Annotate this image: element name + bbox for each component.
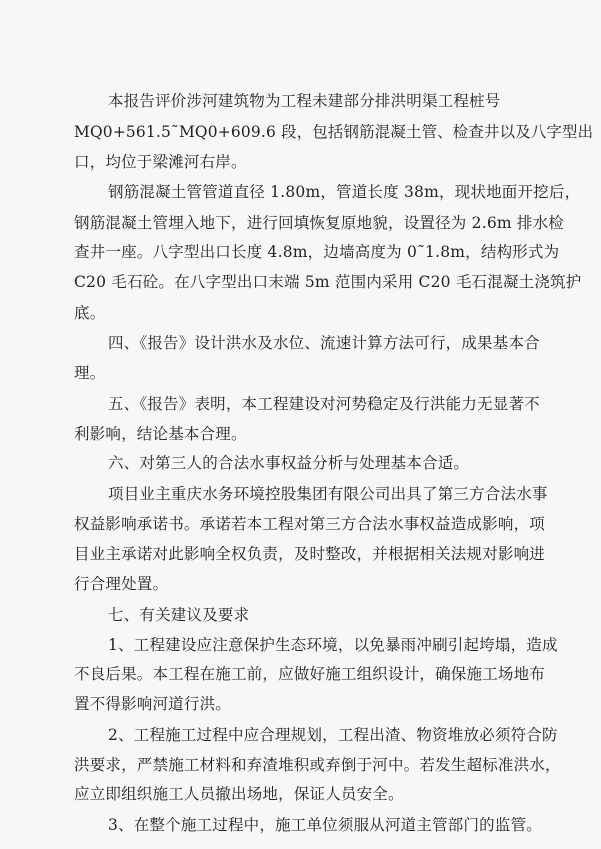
section-heading: 七、有关建议及要求 bbox=[108, 605, 250, 624]
text-line: 目业主承诺对此影响全权负责，及时整改，并根据相关法规对影响进 bbox=[74, 545, 546, 564]
text-line: 1、工程建设应注意保护生态环境，以免暴雨冲刷引起垮塌，造成 bbox=[108, 635, 558, 654]
text-line: 钢筋混凝土管管道直径 1.80m，管道长度 38m，现状地面开挖后， bbox=[108, 183, 581, 202]
text-line: 项目业主重庆水务环境控股集团有限公司出具了第三方合法水事 bbox=[108, 485, 548, 504]
text-line: 置不得影响河道行洪。 bbox=[74, 695, 232, 714]
text-line: 查井一座。八字型出口长度 4.8m，边墙高度为 0˜1.8m，结构形式为 bbox=[74, 243, 560, 262]
text-line: 不良后果。本工程在施工前，应做好施工组织设计，确保施工场地布 bbox=[74, 665, 546, 684]
text-line: 六、对第三人的合法水事权益分析与处理基本合适。 bbox=[108, 454, 470, 473]
text-line: 钢筋混凝土管埋入地下，进行回填恢复原地貌，设置径为 2.6m 排水检 bbox=[74, 213, 565, 232]
text-line: 权益影响承诺书。承诺若本工程对第三方合法水事权益造成影响，项 bbox=[74, 514, 546, 533]
text-line: 应立即组织施工人员撤出场地，保证人员安全。 bbox=[74, 785, 404, 804]
text-line: 行合理处置。 bbox=[74, 575, 169, 594]
text-line: MQ0+561.5˜MQ0+609.6 段，包括钢筋混凝土管、检查井以及八字型出 bbox=[74, 122, 594, 141]
text-line: 利影响，结论基本合理。 bbox=[74, 424, 247, 443]
text-line: 2、工程施工过程中应合理规划，工程出渣、物资堆放必须符合防 bbox=[108, 725, 558, 744]
text-line: 洪要求，严禁施工材料和弃渣堆积或弃倒于河中。若发生超标准洪水， bbox=[74, 755, 561, 774]
text-line: 口，均位于梁滩河右岸。 bbox=[74, 153, 247, 172]
text-line: 3、在整个施工过程中，施工单位须服从河道主管部门的监管。 bbox=[108, 816, 542, 834]
text-line: 底。 bbox=[74, 303, 106, 322]
text-line: C20 毛石砼。在八字型出口末端 5m 范围内采用 C20 毛石混凝土浇筑护 bbox=[74, 273, 582, 292]
text-line: 理。 bbox=[74, 364, 106, 383]
text-line: 本报告评价涉河建筑物为工程未建部分排洪明渠工程桩号 bbox=[108, 92, 501, 110]
text-line: 五、《报告》表明，本工程建设对河势稳定及行洪能力无显著不 bbox=[108, 394, 540, 413]
text-line: 四、《报告》设计洪水及水位、流速计算方法可行，成果基本合 bbox=[108, 334, 540, 353]
